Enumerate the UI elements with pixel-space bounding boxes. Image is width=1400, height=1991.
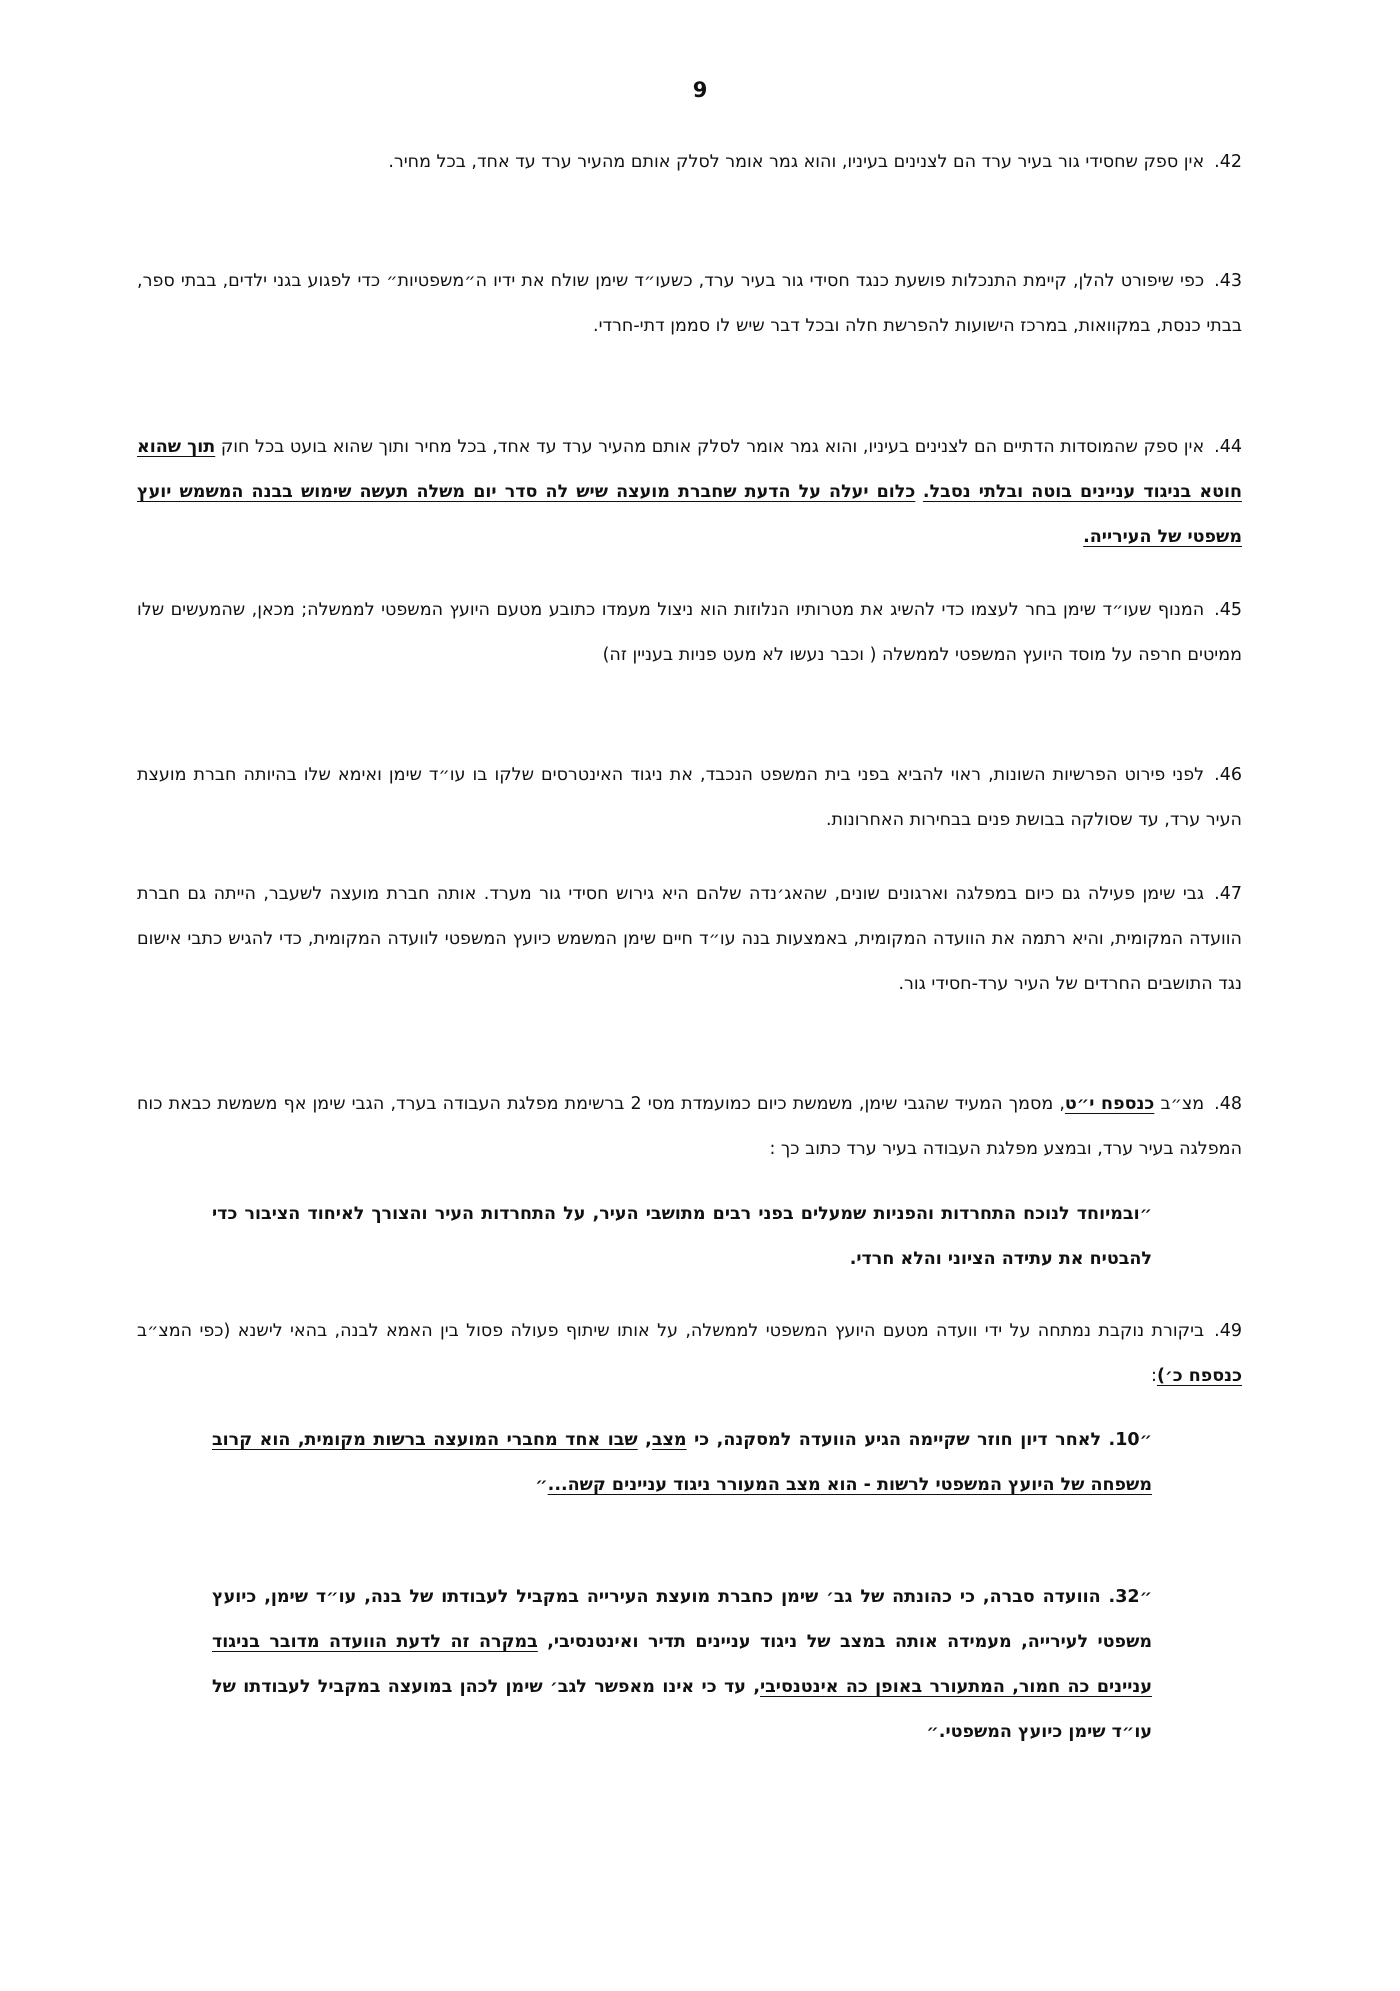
paragraph-text: לפני פירוט הפרשיות השונות, ראוי להביא בפני בית המשפט הנכבד, את ניגוד האינטרסים שלקו בו עו״ד שימן ואימא שלו בהיותה חברת מועצת העיר ערד, עד שסולקה בבושת פנים בבחירות האחרונות.: [137, 765, 1242, 830]
paragraph-42: [137, 140, 1242, 185]
paragraph-number: 42.: [1214, 152, 1242, 172]
quote-text: ״32. הוועדה סברה, כי כהונתה של גב׳ שימן כחברת מועצת העירייה במקביל לעבודתו של בנה, עו״ד שימן, כיועץ משפטי לעירייה, מעמידה אותה במצב של ניגוד עניינים תדיר ואינטנסיבי,: [212, 1587, 1153, 1652]
paragraph-text-cont: :: [1151, 1366, 1157, 1386]
paragraph-46: [137, 753, 1242, 843]
underlined-text: שבו אחד מחברי המועצה ברשות מקומית, הוא קרוב משפחה של היועץ המשפטי לרשות - הוא מצב המעורר ניגוד עניינים קשה...: [212, 1430, 1152, 1495]
paragraph-49: [137, 1309, 1242, 1399]
paragraph-48: [137, 1082, 1242, 1172]
underlined-bold-text: כלום יעלה על הדעת שחברת מועצה שיש לה סדר יום משלה תעשה שימוש בבנה המשמש יועץ משפטי של העירייה.: [137, 482, 1242, 547]
appendix-reference: כנספח י״ט: [1064, 1094, 1155, 1114]
paragraph-text: אין ספק שהמוסדות הדתיים הם לצנינים בעיניו, והוא גמר אומר לסלק אותם מהעיר ערד עד אחד, בכל מחיר ותוך שהוא בועט בכל חוק: [215, 437, 1205, 457]
quote-text: ״: [535, 1475, 548, 1495]
paragraph-47: [137, 872, 1242, 1007]
paragraph-44: [137, 425, 1242, 560]
paragraph-text-cont: , מסמך המעיד שהגבי שימן, משמשת כיום כמועמדת מסי 2 ברשימת מפלגת העבודה בערד, הגבי שימן אף משמשת כבאת כוח המפלגה בעיר ערד, ובמצע מפלגת העבודה בעיר ערד כתוב כך :: [137, 1094, 1242, 1159]
paragraph-text: כפי שיפורט להלן, קיימת התנכלות פושעת כנגד חסידי גור בעיר ערד, כשעו״ד שימן שולח את ידיו ה״משפטיות״ כדי לפגוע בגני ילדים, בבתי ספר, בבתי כנסת, במקוואות, במרכז הישועות להפרשת חלה ובכל דבר שיש לו סממן דתי-חרדי.: [137, 271, 1242, 336]
spacer-text: [915, 482, 923, 502]
paragraph-text: אין ספק שחסידי גור בעיר ערד הם לצנינים בעיניו, והוא גמר אומר לסלק אותם מהעיר ערד עד אחד, בכל מחיר.: [388, 152, 1205, 172]
quote-text: ״10. לאחר דיון חוזר שקיימה הגיע הוועדה למסקנה, כי: [686, 1430, 1152, 1450]
paragraph-number: 47.: [1214, 884, 1242, 904]
paragraph-text: גבי שימן פעילה גם כיום במפלגה וארגונים שונים, שהאג׳נדה שלהם היא גירוש חסידי גור מערד. אותה חברת מועצה לשעבר, הייתה גם חברת הוועדה המקומית, והיא רתמה את הוועדה המקומית, באמצעות בנה עו״ד חיים שימן המשמש כיועץ המשפטי לוועדה המקומית, כדי להגיש כתבי אישום נגד התושבים החרדים של העיר ערד-חסידי גור.: [137, 884, 1242, 994]
paragraph-text: המנוף שעו״ד שימן בחר לעצמו כדי להשיג את מטרותיו הנלוזות הוא ניצול מעמדו כתובע מטעם היועץ המשפטי לממשלה; מכאן, שהמעשים שלו ממיטים חרפה על מוסד היועץ המשפטי לממשלה ( וכבר נעשו לא מעט פניות בעניין זה): [137, 600, 1242, 665]
quote-48: [212, 1192, 1152, 1282]
page-number: 9: [692, 78, 708, 102]
paragraph-number: 45.: [1214, 600, 1242, 620]
paragraph-number: 44.: [1214, 437, 1242, 457]
paragraph-45: [137, 588, 1242, 678]
paragraph-number: 48.: [1214, 1094, 1242, 1114]
appendix-reference: כנספח כ׳): [1156, 1366, 1242, 1386]
paragraph-43: [137, 259, 1242, 349]
underlined-bold-text: תוך שהוא חוטא בניגוד עניינים בוטה ובלתי נסבל.: [137, 437, 1242, 502]
quote-49-section-10: [212, 1418, 1152, 1508]
quote-49-section-32: [212, 1575, 1152, 1755]
paragraph-text: ביקורת נוקבת נמתחה על ידי וועדה מטעם היועץ המשפטי לממשלה, על אותו שיתוף פעולה פסול בין האמא לבנה, בהאי לישנא (כפי המצ״ב: [137, 1321, 1205, 1341]
paragraph-number: 46.: [1214, 765, 1242, 785]
underlined-text: במקרה זה לדעת הוועדה מדובר בניגוד עניינים כה חמור, המתעורר באופן כה אינטנסיבי: [212, 1632, 1152, 1697]
quote-text: ,: [637, 1430, 652, 1450]
quote-text: , עד כי אינו מאפשר לגב׳ שימן לכהן במועצה במקביל לעבודתו של עו״ד שימן כיועץ המשפטי.״: [212, 1677, 1152, 1742]
paragraph-number: 43.: [1214, 271, 1242, 291]
quote-text: ״ובמיוחד לנוכח התחרדות והפניות שמעלים בפני רבים מתושבי העיר, על התחרדות העיר והצורך לאיחוד הציבור כדי להבטיח את עתידה הציוני והלא חרדי.: [212, 1204, 1152, 1269]
underlined-text: מצב: [651, 1430, 687, 1450]
paragraph-text: מצ״ב: [1154, 1094, 1205, 1114]
paragraph-number: 49.: [1214, 1321, 1242, 1341]
